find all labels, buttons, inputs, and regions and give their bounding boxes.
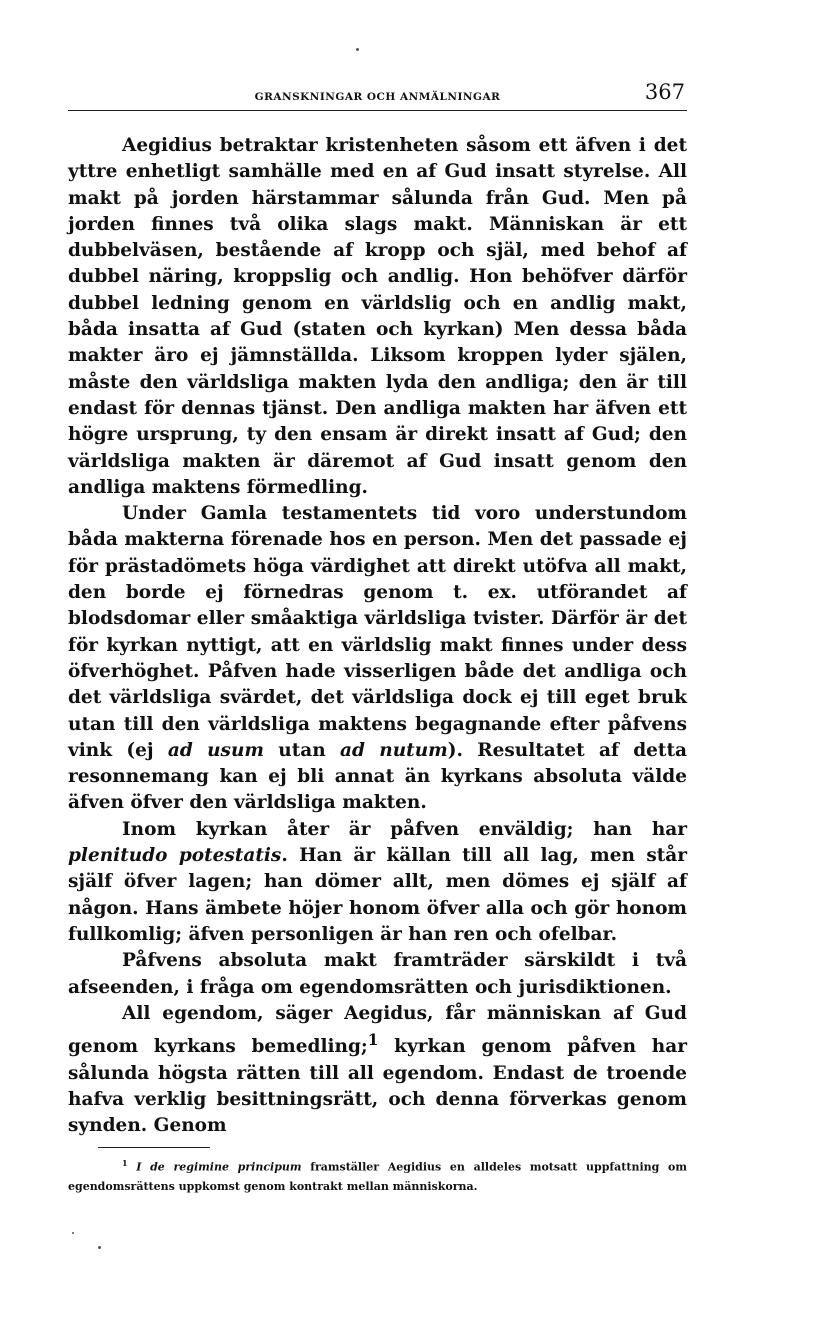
scan-speck xyxy=(98,1246,101,1249)
text-run: . Han är källan till all lag, men står själf öfver lagen; han dömer allt, men dömes ej själf af någon. Hans ämbete höjer honom öfver alla och gör honom fullkomlig; äfven personligen är han ren och ofelbar. xyxy=(68,845,688,945)
text-run: ). Resultatet af detta resonnemang kan ej bli annat än kyrkans absoluta välde äfven öfver den världsliga makten. xyxy=(68,739,687,814)
body-text xyxy=(68,133,687,1139)
text-run: All egendom, säger Aegidus, får människan af Gud genom kyrkans bemedling; xyxy=(68,1002,687,1058)
text-run: Under Gamla testamentets tid voro understundom båda makterna förenade hos en person. Men det passade ej för prästadömets höga värdighet att direkt utöfva all makt, den borde ej förnedras genom t. ex. utförandet af blodsdomar eller småaktiga världsliga tvister. Därför är det för kyrkan nyttigt, att en världslig makt finnes under dess öfverhöghet. Påfven hade visserligen både det andliga och det världsliga svärdet, det världsliga dock ej till eget bruk utan till den världsliga maktens begagnande efter påfvens vink (ej xyxy=(68,503,687,761)
paragraph xyxy=(68,501,687,817)
running-head: GRANSKNINGAR OCH ANMÄLNINGAR xyxy=(254,91,501,103)
text-run xyxy=(128,1161,137,1174)
italic-text: ad usum xyxy=(167,739,264,761)
scan-speck xyxy=(356,48,359,51)
text-run: Inom kyrkan åter är påfven enväldig; han har xyxy=(122,818,687,840)
text-run: kyrkan genom påfven har sålunda högsta rätten till all egendom. Endast de troende hafva verklig besittningsrätt, och denna förverkas genom synden. Genom xyxy=(68,1036,687,1137)
text-run: framställer Aegidius en alldeles motsatt uppfattning om egendomsrättens uppkomst genom kontrakt mellan människorna. xyxy=(68,1161,687,1194)
page-header xyxy=(68,78,687,111)
paragraph xyxy=(68,133,687,501)
italic-text: plenitudo potestatis xyxy=(68,845,282,867)
footnote xyxy=(68,1154,687,1196)
text-run: Påfvens absoluta makt framträder särskildt i två afseenden, i fråga om egendomsrätten och jurisdiktionen. xyxy=(68,950,687,998)
page-number: 367 xyxy=(644,80,685,104)
italic-text: ad nutum xyxy=(340,739,448,761)
text-run: utan xyxy=(264,739,341,761)
footnote-rule xyxy=(98,1147,210,1148)
paragraph xyxy=(68,948,687,1001)
page xyxy=(68,78,687,1196)
paragraph xyxy=(68,1001,687,1140)
text-run: Aegidius betraktar kristenheten såsom ett äfven i det yttre enhetligt samhälle med en af Gud insatt styrelse. All makt på jorden härstammar sålunda från Gud. Men på jorden finnes två olika slags makt. Människan är ett dubbelväsen, bestående af kropp och själ, med behof af dubbel näring, kroppslig och andlig. Hon behöfver därför dubbel ledning genom en världslig och en andlig makt, båda insatta af Gud (staten och kyrkan) Men dessa båda makter äro ej jämnställda. Liksom kroppen lyder själen, måste den världsliga makten lyda den andliga; den är till endast för dennas tjänst. Den andliga makten har äfven ett högre ursprung, ty den ensam är direkt insatt af Gud; den världsliga makten är däremot af Gud insatt genom den andliga maktens förmedling. xyxy=(68,135,687,498)
italic-text: I de regimine principum xyxy=(136,1161,302,1175)
scan-speck xyxy=(72,1232,74,1234)
footnote-ref: 1 xyxy=(367,1031,379,1050)
footnote-ref: 1 xyxy=(122,1158,128,1169)
paragraph xyxy=(68,817,687,948)
